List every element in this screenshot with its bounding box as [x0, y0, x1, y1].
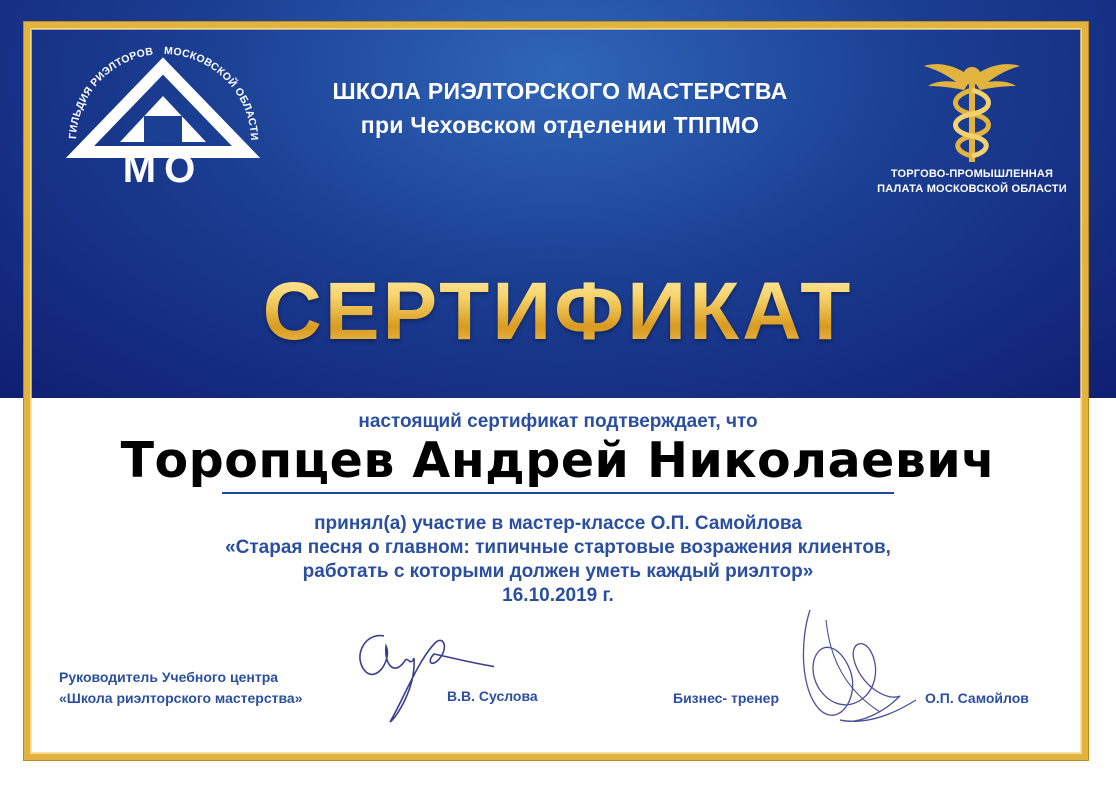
left-signatory-name: В.В. Суслова	[447, 688, 538, 704]
body-line1: принял(а) участие в мастер-классе О.П. Самойлова	[314, 513, 802, 534]
chamber-name-line1: ТОРГОВО-ПРОМЫШЛЕННАЯ	[890, 168, 1054, 180]
certificate-date: 16.10.2019 г.	[502, 585, 614, 606]
right-signatory-name: О.П. Самойлов	[925, 690, 1029, 706]
certificate-body	[120, 512, 996, 608]
left-signatory-role	[59, 667, 359, 709]
chamber-name	[866, 167, 1078, 197]
left-role-line2: «Школа риэлторского мастерства»	[59, 690, 303, 706]
school-title-line1: ШКОЛА РИЭЛТОРСКОГО МАСТЕРСТВА	[332, 78, 788, 104]
certificate-title: СЕРТИФИКАТ	[200, 262, 916, 362]
right-signatory-role: Бизнес- тренер	[673, 690, 780, 706]
recipient-name: Торопцев Андрей Николаевич	[120, 432, 996, 489]
recipient-underline	[222, 492, 894, 494]
left-role-line1: Руководитель Учебного центра	[59, 669, 279, 685]
logo-arc-text-right: МОСКОВСКОЙ ОБЛАСТИ	[163, 44, 261, 141]
logo-letters: МО	[122, 147, 204, 191]
certificate-intro: настоящий сертификат подтверждает, что	[358, 411, 758, 432]
realtors-guild-logo	[46, 44, 276, 194]
left-signature	[344, 618, 494, 728]
right-signature	[790, 600, 920, 740]
chamber-name-line2: ПАЛАТА МОСКОВСКОЙ ОБЛАСТИ	[877, 183, 1067, 195]
school-title	[280, 74, 840, 142]
logo-arc-text-left: ГИЛЬДИЯ РИЭЛТОРОВ	[66, 45, 155, 140]
chamber-caduceus-logo	[920, 56, 1024, 168]
body-line3: работать с которыми должен уметь каждый риэлтор»	[302, 561, 814, 582]
body-line2: «Старая песня о главном: типичные стартовые возражения клиентов,	[225, 537, 891, 558]
school-title-line2: при Чеховском отделении ТППМО	[360, 112, 760, 138]
